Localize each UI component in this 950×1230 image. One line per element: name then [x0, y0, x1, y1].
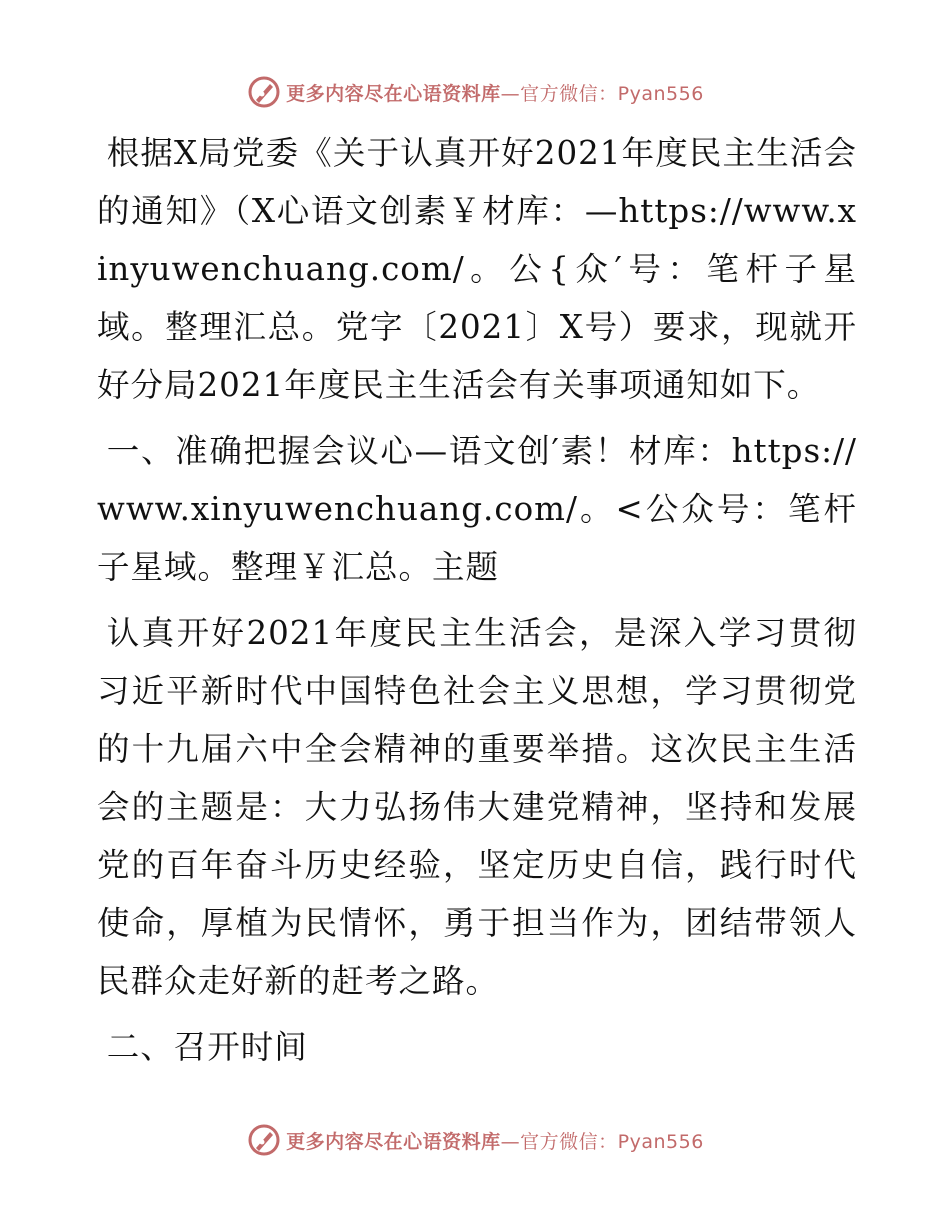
heading-section-2: 二、召开时间 [106, 1028, 308, 1066]
pen-logo-icon [246, 1122, 282, 1158]
paragraph-theme: 认真开好2021年度民主生活会，是深入学习贯彻习近平新时代中国特色社会主义思想，学习贯彻党的十九届六中全会精神的重要举措。这次民主生活会的主题是：大力弘扬伟大建党精神，坚持和发展党的百年奋斗历史经验，坚定历史自信，践行时代使命，厚植为民情怀，勇于担当作为，团结带领人民群众走好新的赶考之路。 [97, 614, 857, 1000]
header-watermark [0, 72, 950, 112]
heading-section-1: 一、准确把握会议心—语文创′素！材库：https://www.xinyuwenchuang.com/。<公众号：笔杆子星域。整理￥汇总。主题 [97, 432, 857, 586]
footer-watermark [0, 1120, 950, 1160]
document-body [97, 124, 857, 1076]
pen-logo-icon [246, 74, 282, 110]
watermark-wechat-text: —官方微信：Pyan556 [500, 1130, 704, 1153]
watermark-site-text: 更多内容尽在心语资料库 [286, 1130, 501, 1153]
watermark-wechat-text: —官方微信：Pyan556 [500, 82, 704, 105]
watermark-site-text: 更多内容尽在心语资料库 [286, 82, 501, 105]
paragraph-intro: 根据X局党委《关于认真开好2021年度民主生活会的通知》（X心语文创素￥材库：—https://www.xinyuwenchuang.com/。公{众′号：笔杆子星域。整理汇总。党字〔2021〕X号）要求，现就开好分局2021年度民主生活会有关事项通知如下。 [97, 134, 857, 404]
